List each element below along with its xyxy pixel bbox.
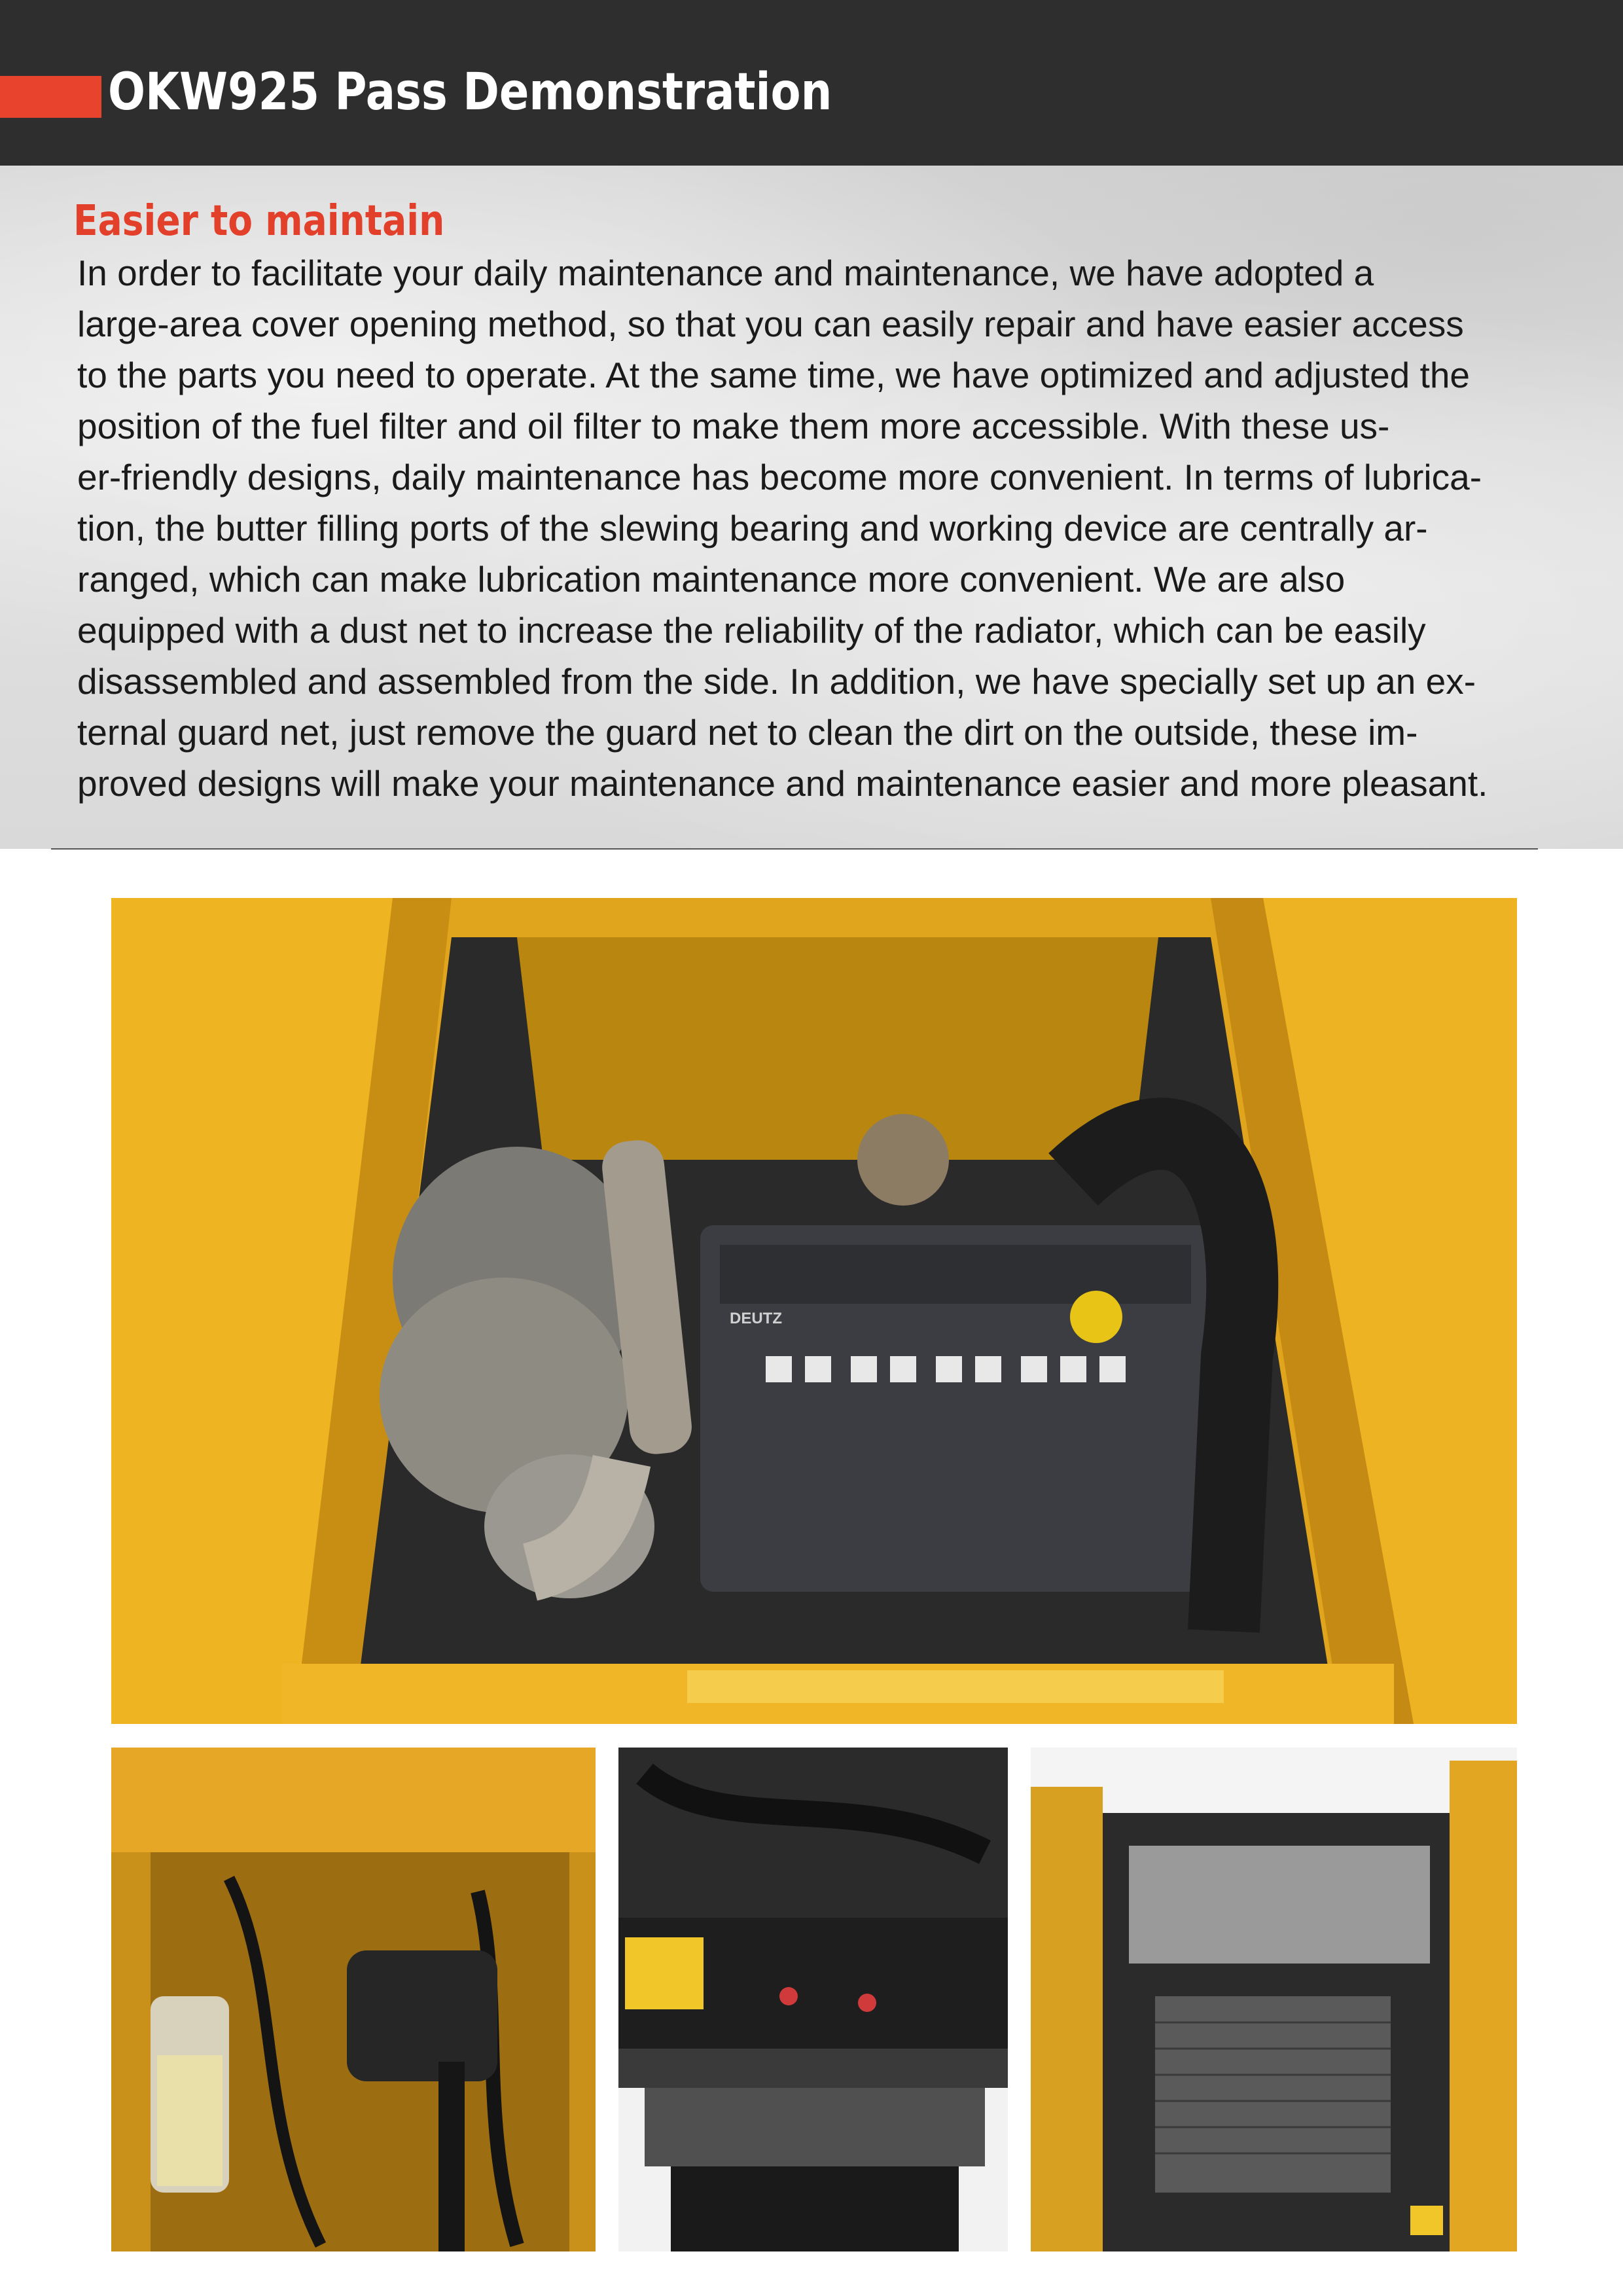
oil-cap-icon [1070,1291,1122,1343]
slewing-bearing-photo [618,1748,1008,2251]
body-line: tion, the butter filling ports of the slewing bearing and working device are centrally ar- [77,508,1428,548]
body-line: large-area cover opening method, so that you can easily repair and have easier access [77,304,1464,344]
body-line: position of the fuel filter and oil filter to make them more accessible. With these us- [77,406,1390,446]
page-header [0,0,1623,166]
warning-sign-icon [1410,2206,1443,2235]
section-divider [51,848,1538,850]
radiator-photo [1031,1748,1517,2251]
body-line: ternal guard net, just remove the guard net to clean the dirt on the outside, these im- [77,712,1418,753]
body-line: disassembled and assembled from the side. In addition, we have specially set up an ex- [77,661,1476,702]
engine-brand-label: DEUTZ [730,1310,782,1327]
section-title: Easier to maintain [73,197,445,245]
body-line: to the parts you need to operate. At the same time, we have optimized and adjusted the [77,355,1471,395]
body-line: ranged, which can make lubrication maintenance more convenient. We are also [77,559,1346,600]
body-line: In order to facilitate your daily maintenance and maintenance, we have adopted a [77,253,1374,293]
body-line: equipped with a dust net to increase the reliability of the radiator, which can be easily [77,610,1426,651]
page-title: OKW925 Pass Demonstration [108,63,832,122]
section-body-text [77,247,1602,809]
body-line: proved designs will make your maintenance and maintenance easier and more pleasant. [77,763,1488,804]
body-line: er-friendly designs, daily maintenance has become more convenient. In terms of lubrica- [77,457,1482,497]
maintenance-section [0,166,1623,849]
fuel-filter-photo [111,1748,596,2251]
header-accent-bar [0,76,101,118]
engine-bay-photo [111,898,1517,1724]
